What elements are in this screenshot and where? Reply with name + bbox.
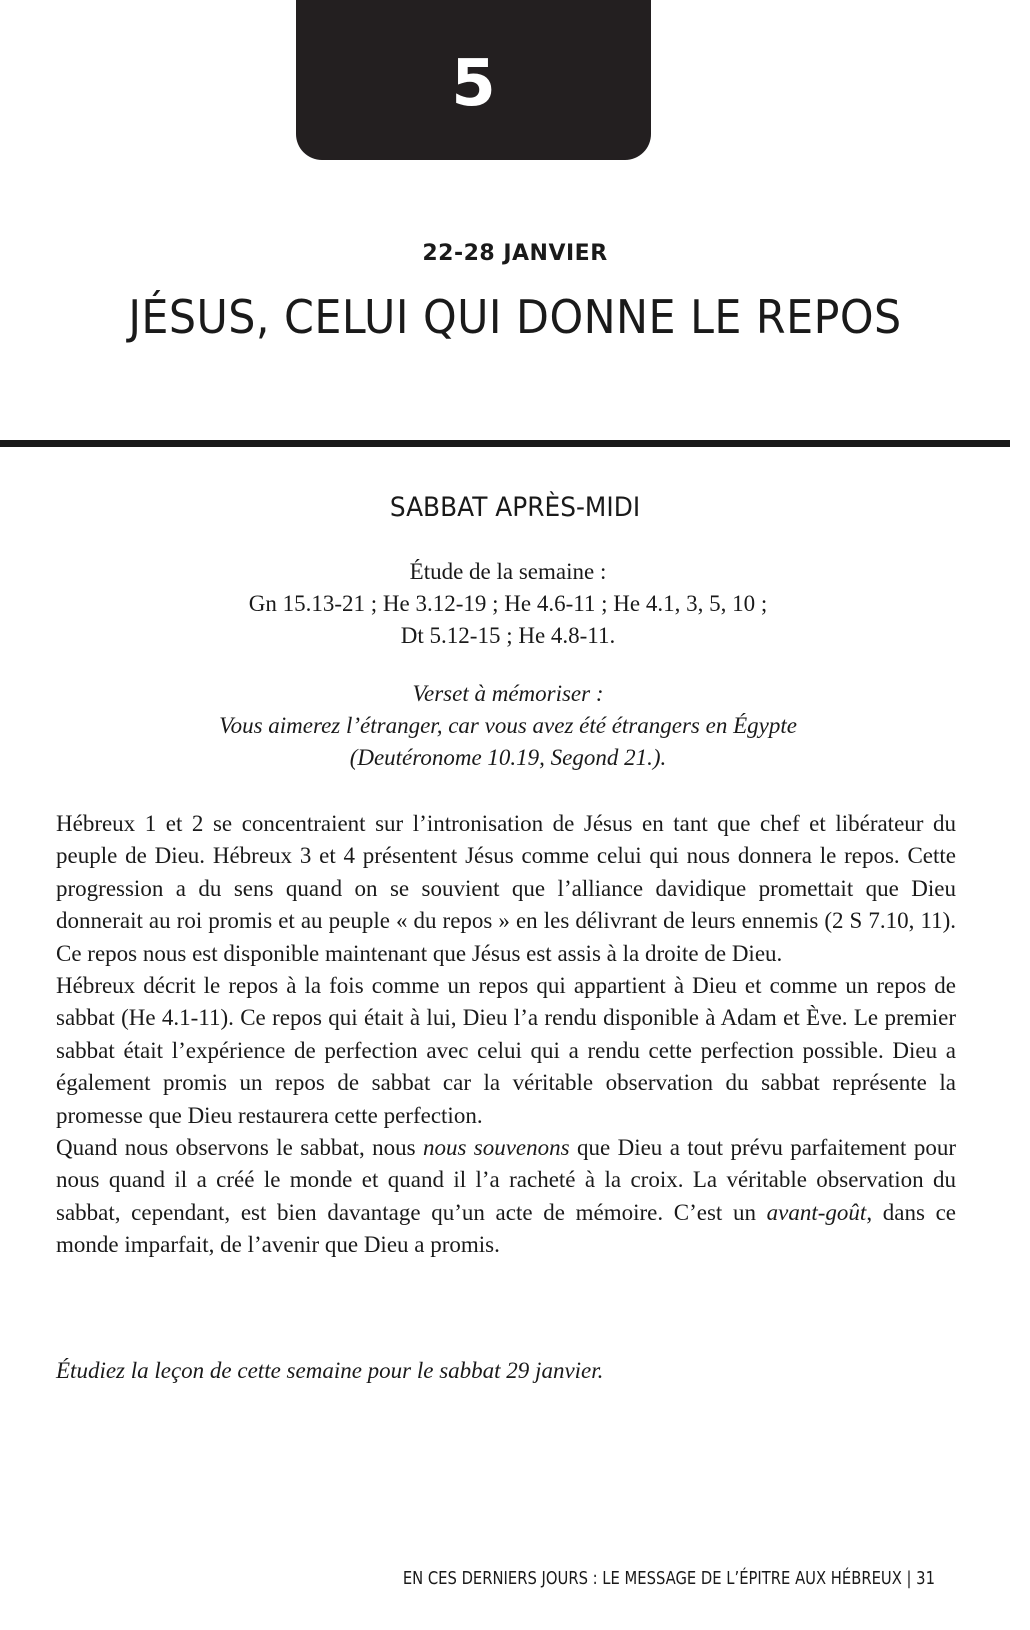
memory-verse-text: Vous aimerez l’étranger, car vous avez été étrangers en Égypte xyxy=(219,713,797,738)
weekly-study-block xyxy=(60,556,956,652)
memory-verse-block xyxy=(60,678,956,774)
body-text xyxy=(56,808,956,1262)
paragraph-3 xyxy=(56,1132,956,1262)
lesson-dates: 22-28 JANVIER xyxy=(422,241,608,266)
running-footer: EN CES DERNIERS JOURS : LE MESSAGE DE L’ÉPITRE AUX HÉBREUX | 31 xyxy=(402,1568,935,1589)
paragraph-3-emphasis-1: nous souvenons xyxy=(422,1135,570,1161)
lesson-title: JÉSUS, CELUI QUI DONNE LE REPOS xyxy=(128,290,902,344)
paragraph-3-part-b: que Dieu a tout prévu parfaitement pour nous quand il a créé le monde et quand il l’a racheté à la croix. La véritable observation du sabbat, cependant, est bien davantage qu’un acte de mémoire. C’est un xyxy=(56,1135,956,1225)
study-references-line-1: Gn 15.13-21 ; He 3.12-19 ; He 4.6-11 ; He 4.1, 3, 5, 10 ; xyxy=(248,591,768,616)
divider-rule xyxy=(0,440,1010,447)
closing-note: Étudiez la leçon de cette semaine pour le sabbat 29 janvier. xyxy=(56,1358,604,1383)
section-title: SABBAT APRÈS-MIDI xyxy=(389,492,641,523)
paragraph-3-emphasis-2: avant-goût xyxy=(766,1199,867,1225)
lesson-number-tab xyxy=(296,0,651,160)
paragraph-2: Hébreux décrit le repos à la fois comme un repos qui appartient à Dieu et comme un repos de sabbat (He 4.1-11). Ce repos qui était à lui, Dieu l’a rendu disponible à Adam et Ève. Le premier sabbat était l’expérience de perfection avec celui qui a rendu cette perfection possible. Dieu a également promis un repos de sabbat car la véritable observation du sabbat représente la promesse que Dieu restaurera cette perfection. xyxy=(56,973,956,1128)
paragraph-1: Hébreux 1 et 2 se concentraient sur l’intronisation de Jésus en tant que chef et libérateur du peuple de Dieu. Hébreux 3 et 4 présentent Jésus comme celui qui nous donnera le repos. Cette progression a du sens quand on se souvient que l’alliance davidique promettait que Dieu donnerait au roi promis et au peuple « du repos » en les délivrant de leurs ennemis (2 S 7.10, 11). Ce repos nous est disponible maintenant que Jésus est assis à la droite de Dieu. xyxy=(56,811,956,966)
memory-verse-reference: (Deutéronome 10.19, Segond 21.). xyxy=(349,745,667,770)
paragraph-3-part-c: , dans ce monde imparfait, de l’avenir que Dieu a promis. xyxy=(56,1199,956,1258)
study-references-line-2: Dt 5.12-15 ; He 4.8-11. xyxy=(400,623,616,648)
memory-verse-label: Verset à mémoriser : xyxy=(412,681,604,706)
lesson-number: 5 xyxy=(451,47,496,121)
paragraph-3-part-a: Quand nous observons le sabbat, nous xyxy=(56,1135,423,1161)
study-label: Étude de la semaine : xyxy=(409,559,607,584)
